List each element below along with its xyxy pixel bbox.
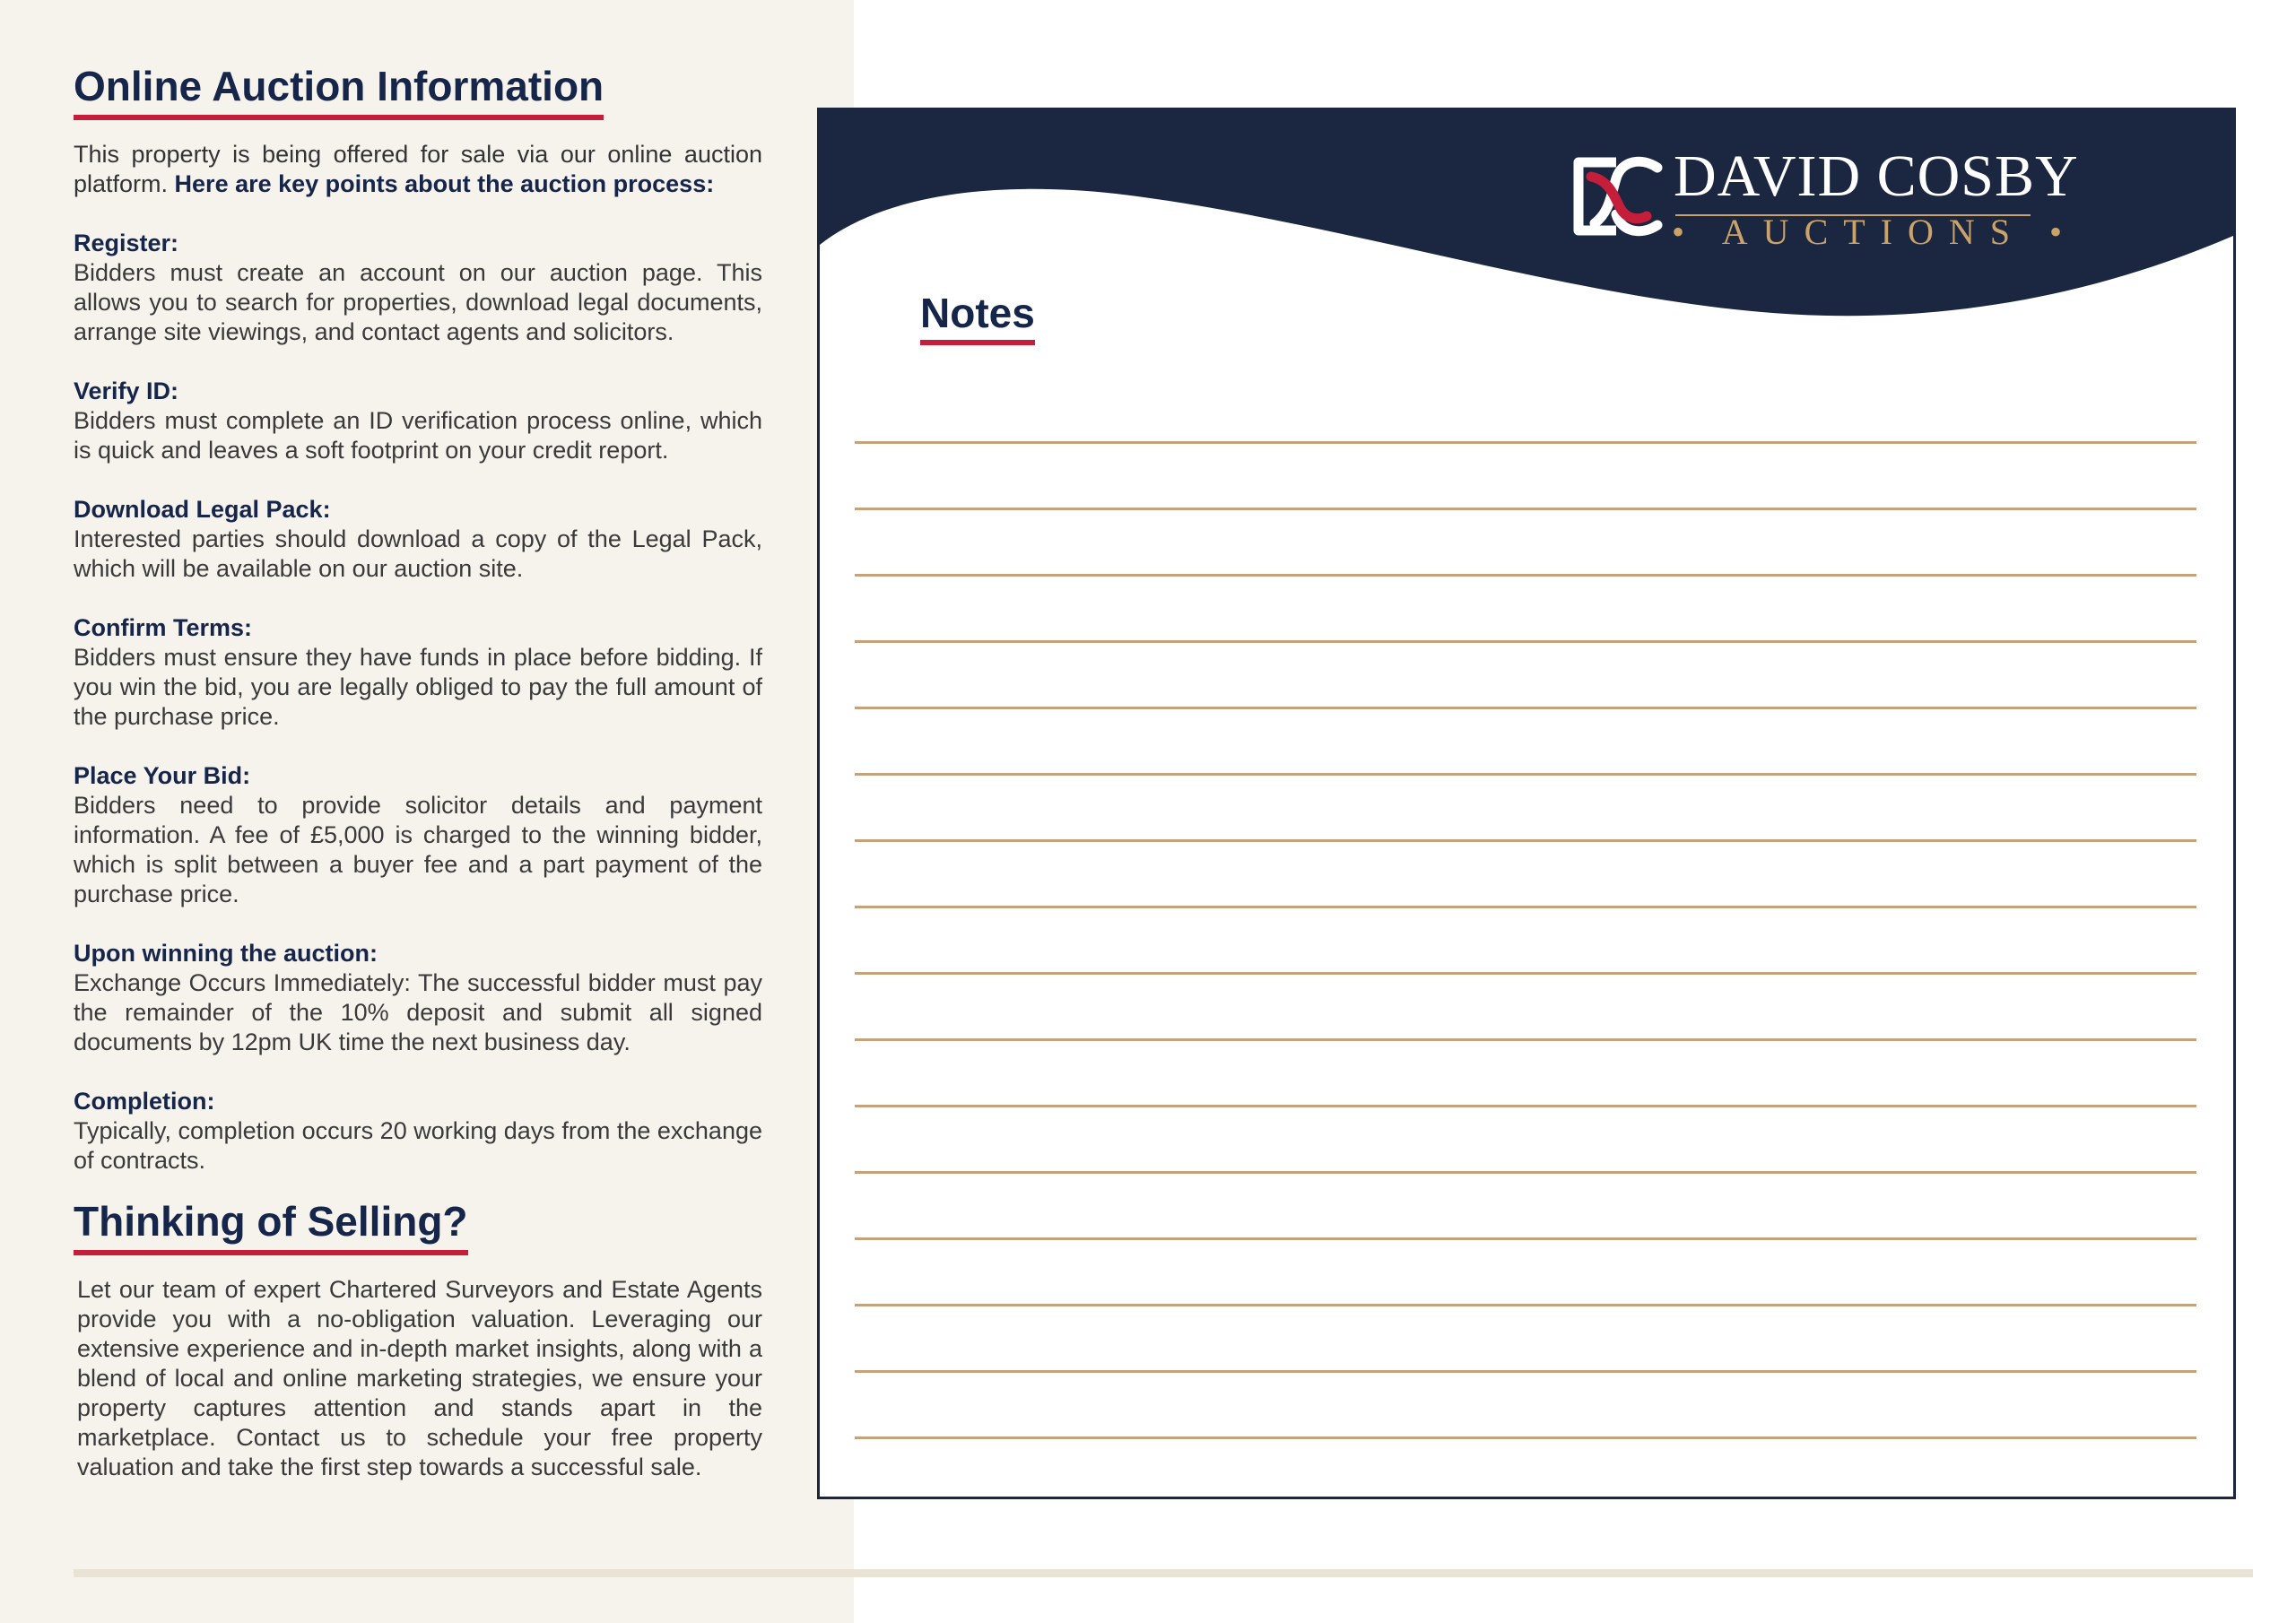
company-logo[interactable] [1564, 143, 2079, 252]
selling-paragraph: Let our team of expert Chartered Surveyors and Estate Agents provide you with a no-obligation valuation. Leveraging our extensive experience and in-depth market insights, along with a blend of local and online marketing strategies, we ensure your property captures attention and stands apart in the marketplace. Contact us to schedule your free property valuation and take the first step towards a successful sale. [77, 1276, 762, 1480]
section-title: Verify ID: [74, 378, 179, 404]
section-body: Bidders need to provide solicitor details and payment information. A fee of £5,000 is charged to the winning bidder, which is split between a buyer fee and a part payment of the purchase price. [74, 792, 762, 907]
note-line [855, 1171, 2196, 1174]
note-line [855, 707, 2196, 709]
section-confirm-terms [74, 613, 762, 732]
notes-heading: Notes [920, 288, 1035, 345]
intro-bold-text: Here are key points about the auction process: [174, 170, 715, 197]
section-body: Bidders must create an account on our auction page. This allows you to search for properties, download legal documents, arrange site viewings, and contact agents and solicitors. [74, 259, 762, 345]
note-line [855, 773, 2196, 776]
auction-info-column [74, 61, 762, 1482]
note-line [855, 441, 2196, 444]
note-line [855, 508, 2196, 510]
section-completion [74, 1087, 762, 1176]
note-line [855, 1304, 2196, 1306]
section-title: Completion: [74, 1088, 215, 1115]
section-title: Confirm Terms: [74, 614, 253, 641]
note-line [855, 1038, 2196, 1041]
section-title: Place Your Bid: [74, 762, 251, 789]
section-title: Register: [74, 230, 179, 256]
note-line [855, 1105, 2196, 1107]
note-line [855, 839, 2196, 842]
section-body: Interested parties should download a copy of the Legal Pack, which will be available on our auction site. [74, 525, 762, 582]
dc-monogram-icon [1564, 150, 1663, 243]
section-download-legal-pack [74, 495, 762, 584]
note-line [855, 972, 2196, 975]
note-line [855, 574, 2196, 577]
note-line [855, 906, 2196, 908]
section-title: Upon winning the auction: [74, 940, 378, 967]
section-place-bid [74, 761, 762, 909]
section-body: Typically, completion occurs 20 working days from the exchange of contracts. [74, 1117, 762, 1174]
notes-card [817, 108, 2236, 1499]
intro-paragraph [74, 140, 762, 199]
logo-subtitle: • AUCTIONS • [1672, 212, 2078, 252]
selling-heading: Thinking of Selling? [74, 1196, 468, 1255]
auction-info-heading: Online Auction Information [74, 61, 604, 120]
intro-text: This property is being offered for sale via our online auction platform. [74, 141, 762, 197]
section-verify-id [74, 377, 762, 465]
note-line [855, 640, 2196, 643]
section-register [74, 229, 762, 347]
footer-divider [74, 1569, 2253, 1577]
section-body: Bidders must ensure they have funds in place before bidding. If you win the bid, you are legally obliged to pay the full amount of the purchase price. [74, 644, 762, 730]
note-line [855, 1436, 2196, 1439]
left-info-panel [0, 0, 854, 1623]
logo-wordmark: DAVID COSBY [1674, 143, 2079, 209]
note-line [855, 1370, 2196, 1373]
section-title: Download Legal Pack: [74, 496, 331, 523]
section-body: Bidders must complete an ID verification process online, which is quick and leaves a soft footprint on your credit report. [74, 407, 762, 464]
section-body: Exchange Occurs Immediately: The successful bidder must pay the remainder of the 10% deposit and submit all signed documents by 12pm UK time the next business day. [74, 969, 762, 1055]
section-upon-winning [74, 939, 762, 1057]
note-line [855, 1237, 2196, 1240]
